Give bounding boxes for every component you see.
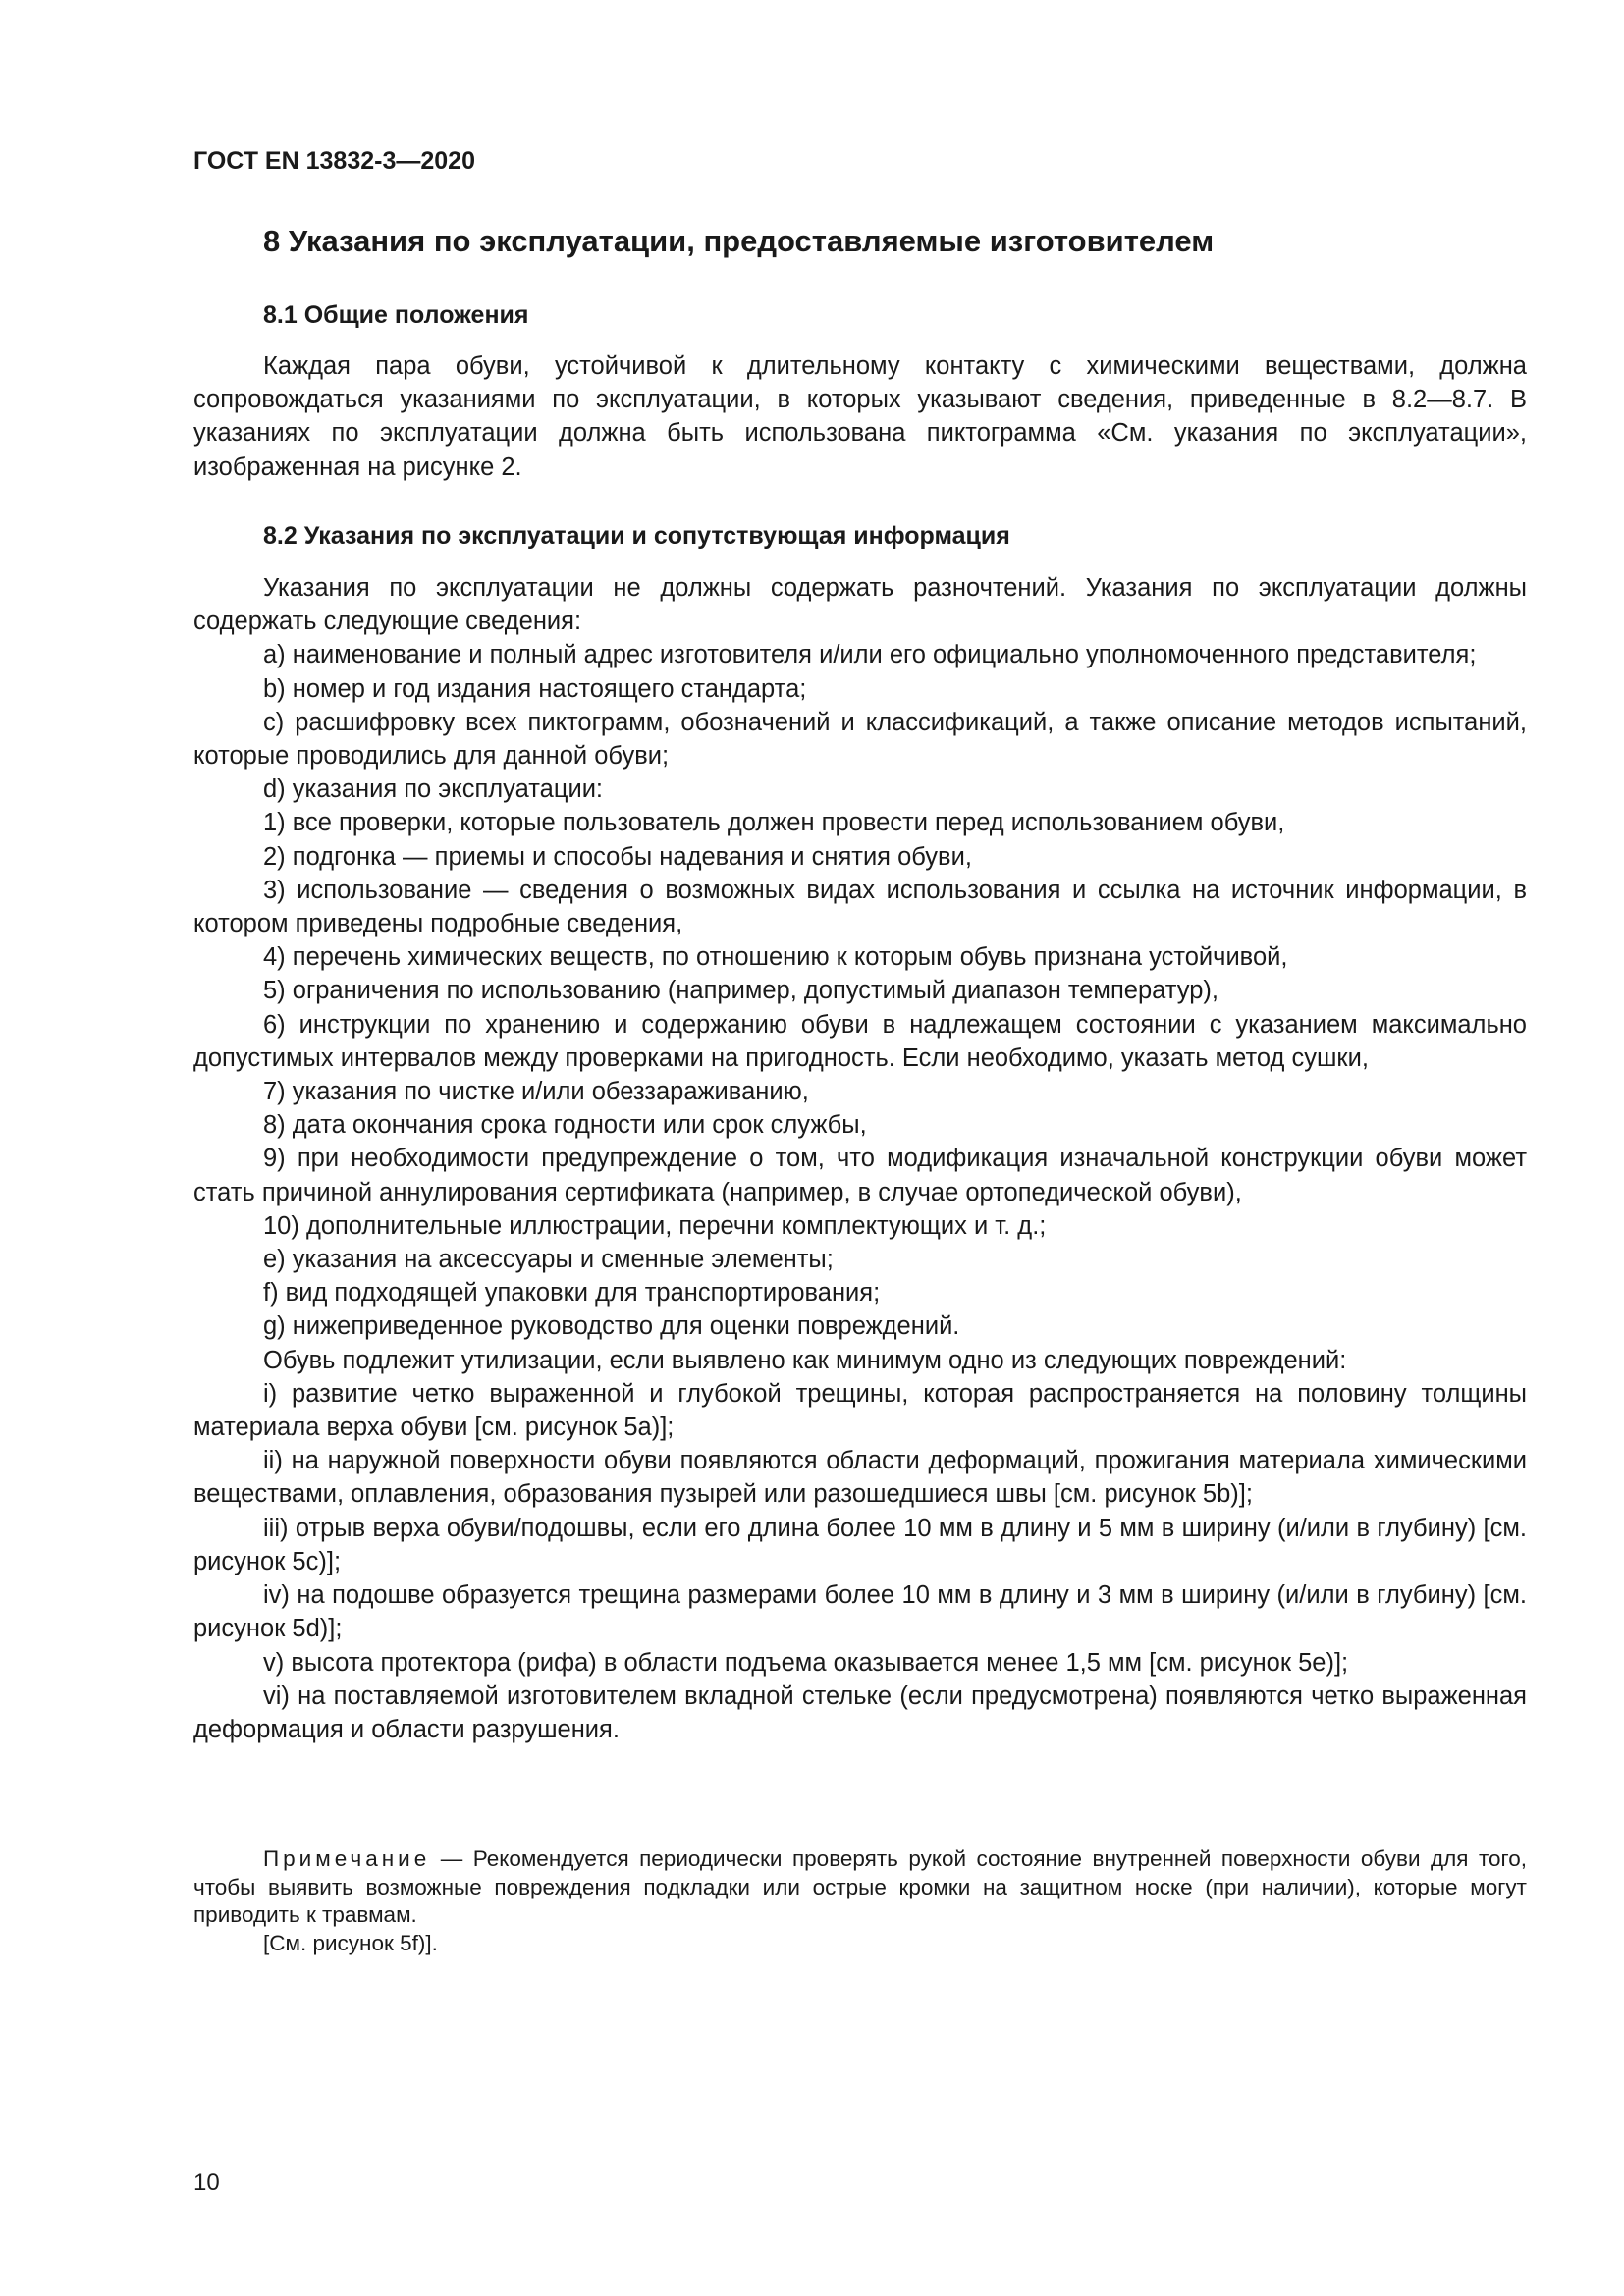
subsection-title-8-1: 8.1 Общие положения (263, 301, 529, 329)
note (193, 1845, 1527, 1930)
list-item: b) номер и год издания настоящего стандарта; (263, 674, 807, 703)
subsection-8-1-body (193, 349, 1527, 484)
note-reference: [См. рисунок 5f)]. (263, 1930, 438, 1955)
list-item: 6) инструкции по хранению и содержанию обуви в надлежащем состоянии с указанием максимально допустимых интервалов между проверками на пригодность. Если необходимо, указать метод сушки, (193, 1010, 1527, 1072)
list-item: g) нижеприведенное руководство для оценки повреждений. (263, 1312, 960, 1341)
list-item: c) расшифровку всех пиктограмм, обозначений и классификаций, а также описание методов испытаний, которые проводились для данной обуви; (193, 708, 1527, 771)
note-block (193, 1845, 1527, 1957)
list-item: 2) подгонка — приемы и способы надевания и снятия обуви, (263, 842, 972, 871)
note-text: — Рекомендуется периодически проверять рукой состояние внутренней поверхности обуви для того, чтобы выявить возможные повреждения подкладки или острые кромки на защитном носке (при наличии), которые могут приводить к травмам. (193, 1846, 1527, 1927)
list-item: i) развитие четко выраженной и глубокой трещины, которая распространяется на половину толщины материала верха обуви [см. рисунок 5a)]; (193, 1379, 1527, 1442)
list-item: 1) все проверки, которые пользователь должен провести перед использованием обуви, (263, 809, 1285, 837)
list-item: iii) отрыв верха обуви/подошвы, если его длина более 10 мм в длину и 5 мм в ширину (и/или в глубину) [см. рисунок 5c)]; (193, 1514, 1527, 1575)
document-id: ГОСТ EN 13832-3—2020 (193, 147, 475, 175)
list-item: 3) использование — сведения о возможных видах использования и ссылка на источник информации, в котором приведены подробные сведения, (193, 876, 1527, 938)
list-item: 4) перечень химических веществ, по отношению к которым обувь признана устойчивой, (263, 943, 1288, 972)
section-title: 8 Указания по эксплуатации, предоставляемые изготовителем (263, 224, 1215, 258)
list-item: 8) дата окончания срока годности или срок службы, (263, 1111, 867, 1140)
list-item: d) указания по эксплуатации: (263, 775, 604, 804)
list-item: vi) на поставляемой изготовителем вкладной стельке (если предусмотрена) появляются четко выраженная деформация и области разрушения. (193, 1682, 1527, 1743)
list-item: iv) на подошве образуется трещина размерами более 10 мм в длину и 3 мм в ширину (и/или в глубину) [см. рисунок 5d)]; (193, 1581, 1527, 1643)
note-label: Примечание (263, 1846, 431, 1871)
list-item: 9) при необходимости предупреждение о том, что модификация изначальной конструкции обуви может стать причиной аннулирования сертификата (например, в случае ортопедической обуви), (193, 1145, 1527, 1206)
list-item: a) наименование и полный адрес изготовителя и/или его официально уполномоченного представителя; (263, 641, 1477, 669)
subsection-title-8-2: 8.2 Указания по эксплуатации и сопутствующая информация (263, 522, 1010, 550)
paragraph: Указания по эксплуатации не должны содержать разночтений. Указания по эксплуатации должны содержать следующие сведения: (193, 574, 1527, 636)
list-item: 7) указания по чистке и/или обеззараживанию, (263, 1078, 809, 1106)
list-item: 5) ограничения по использованию (например, допустимый диапазон температур), (263, 977, 1218, 1005)
subsection-8-2-body (193, 571, 1527, 1746)
paragraph: Каждая пара обуви, устойчивой к длительному контакту с химическими веществами, должна сопровождаться указаниями по эксплуатации, в которых указывают сведения, приведенные в 8.2—8.7. В указаниях по эксплуатации должна быть использована пиктограмма «См. указания по эксплуатации», изображенная на рисунке 2. (193, 352, 1527, 481)
list-item: e) указания на аксессуары и сменные элементы; (263, 1246, 834, 1274)
list-item: 10) дополнительные иллюстрации, перечни комплектующих и т. д.; (263, 1211, 1047, 1240)
paragraph: Обувь подлежит утилизации, если выявлено как минимум одно из следующих повреждений: (263, 1346, 1347, 1374)
list-item: f) вид подходящей упаковки для транспортирования; (263, 1279, 881, 1308)
list-item: v) высота протектора (рифа) в области подъема оказывается менее 1,5 мм [см. рисунок 5e)]; (263, 1648, 1349, 1677)
list-item: ii) на наружной поверхности обуви появляются области деформаций, прожигания материала химическими веществами, оплавления, образования пузырей или разошедшиеся швы [см. рисунок 5b)]; (193, 1447, 1527, 1509)
page-number: 10 (193, 2169, 220, 2196)
